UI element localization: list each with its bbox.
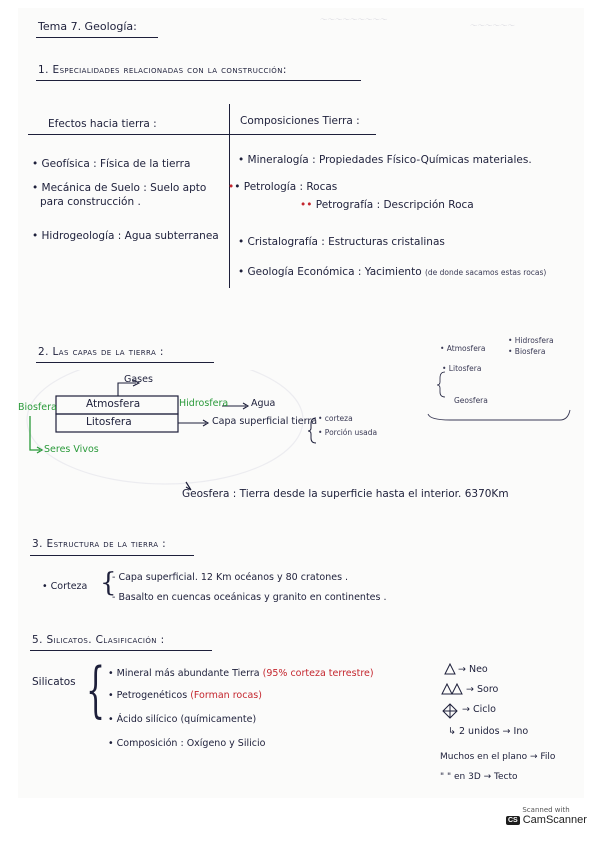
side-biosfera: • Biosfera <box>508 347 546 356</box>
section2-underline <box>36 362 214 363</box>
left-item-geofisica: • Geofísica : Física de la tierra <box>32 158 191 170</box>
section1-underline <box>36 80 361 81</box>
atmosfera-label: Atmosfera <box>86 398 141 410</box>
side-atmosfera: • Atmosfera <box>440 344 486 353</box>
neo-label: → Neo <box>458 664 488 675</box>
biosfera-label: Biosfera <box>18 402 57 413</box>
right-item-mineralogia: • Mineralogía : Propiedades Físico-Químicas materiales. <box>238 154 532 166</box>
side-hidrosfera: • Hidrosfera <box>508 336 554 345</box>
camscanner-watermark <box>506 806 586 826</box>
col-right-heading: Composiciones Tierra : <box>240 115 360 127</box>
bleed-through: ～～～～～～ <box>470 21 515 30</box>
camscanner-logo <box>506 814 586 826</box>
scanned-with-text: Scanned with <box>522 806 570 814</box>
right-item-petrologia: •• Petrología : Rocas <box>228 181 338 193</box>
geosfera-definition: Geosfera : Tierra desde la superficie hasta el interior. 6370Km <box>182 488 509 500</box>
ciclo-label: → Ciclo <box>462 704 496 715</box>
brace: { <box>100 568 117 598</box>
tecto-label: " " en 3D → Tecto <box>440 772 518 782</box>
left-item-hidrogeologia: • Hidrogeología : Agua subterranea <box>32 230 219 242</box>
seres-vivos-label: Seres Vivos <box>44 444 99 455</box>
side-geosfera: Geosfera <box>454 396 488 405</box>
agua-label: Agua <box>251 398 276 409</box>
page-title: Tema 7. Geología: <box>38 20 137 33</box>
title-underline <box>36 37 158 38</box>
section3-heading: 3. Estructura de la tierra : <box>32 538 167 550</box>
gases-label: Gases <box>124 374 153 385</box>
section5-underline <box>30 650 212 651</box>
section2-heading: 2. Las capas de la tierra : <box>38 346 164 358</box>
corteza-label: • corteza <box>318 414 353 423</box>
capa-label: Capa superficial tierra <box>212 416 318 427</box>
brace: { <box>86 655 106 725</box>
section3-underline <box>30 555 194 556</box>
silicato-mineral: • Mineral más abundante Tierra (95% corteza terrestre) <box>108 668 374 679</box>
silicato-composicion: • Composición : Oxígeno y Silicio <box>108 738 266 749</box>
left-item-mecanica: • Mecánica de Suelo : Suelo apto <box>32 182 207 194</box>
right-item-cristalografia: • Cristalografía : Estructuras cristalinas <box>238 236 445 248</box>
side-litosfera: • Litosfera <box>442 364 482 373</box>
table-header-line <box>28 134 376 135</box>
col-left-heading: Efectos hacia tierra : <box>48 118 157 130</box>
section1-heading: 1. Especialidades relacionadas con la construcción: <box>38 64 287 76</box>
left-item-mecanica-cont: para construcción . <box>40 196 141 208</box>
ino-label: ↳ 2 unidos → Ino <box>448 726 529 737</box>
litosfera-label: Litosfera <box>86 416 132 428</box>
soro-label: → Soro <box>466 684 499 695</box>
right-item-geo-economica: • Geología Económica : Yacimiento (de donde sacamos estas rocas) <box>238 266 547 278</box>
corteza-item: • Corteza <box>42 581 88 592</box>
corteza-line1: - Capa superficial. 12 Km océanos y 80 cratones . <box>112 572 349 583</box>
table-divider <box>229 104 230 288</box>
silicato-petrogeneticos: • Petrogenéticos (Forman rocas) <box>108 690 262 701</box>
bleed-through: ～～～～～～～～～ <box>320 15 388 24</box>
filo-label: Muchos en el plano → Filo <box>440 752 556 762</box>
right-item-petrografia: •• Petrografía : Descripción Roca <box>300 199 474 211</box>
silicatos-label: Silicatos <box>32 676 76 688</box>
section5-heading: 5. Silicatos. Clasificación : <box>32 634 165 646</box>
silicato-acido: • Ácido silícico (químicamente) <box>108 714 257 725</box>
corteza-line2: - Basalto en cuencas oceánicas y granito en continentes . <box>112 592 387 603</box>
porcion-label: • Porción usada <box>318 428 378 437</box>
camscanner-brand: CamScanner <box>522 814 587 826</box>
hidrosfera-label: Hidrosfera <box>179 398 229 409</box>
camscanner-icon: CS <box>508 816 518 824</box>
